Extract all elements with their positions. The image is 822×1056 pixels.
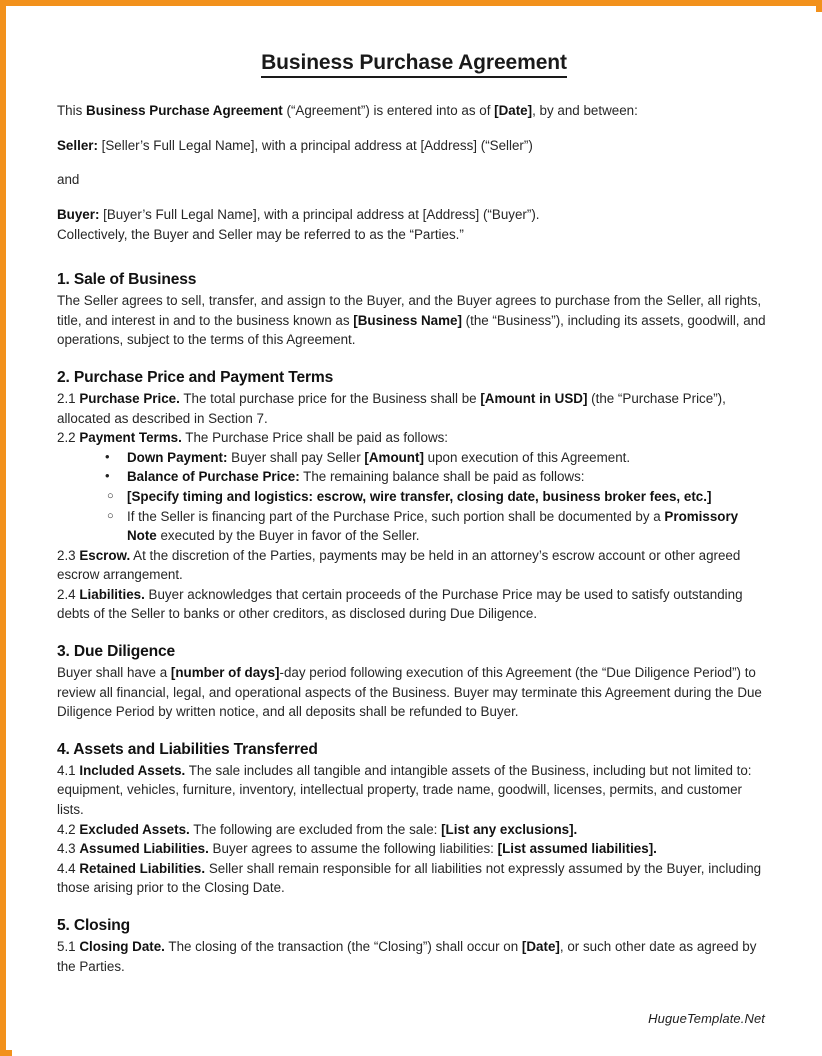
clause-2-1-title: Purchase Price.: [79, 390, 180, 406]
preamble-agreement-name: Business Purchase Agreement: [86, 103, 283, 119]
list-item: [105, 507, 771, 546]
clause-2-4-title: Liabilities.: [79, 586, 145, 602]
clause-4-3-number: 4.3: [57, 841, 80, 857]
clause-5-1-text2: , or such other date as agreed by the Parties.: [57, 939, 757, 974]
clause-2-2-number: 2.2: [57, 430, 80, 446]
section-1-heading: 1. Sale of Business: [57, 271, 197, 289]
clause-5-1-title: Closing Date.: [79, 939, 165, 954]
clause-2-2: [57, 428, 771, 448]
document-sheet: [12, 12, 822, 1056]
clause-4-2-title: Excluded Assets.: [79, 821, 190, 837]
clause-4-1-title: Included Assets.: [79, 762, 186, 778]
preamble-suffix: , by and between:: [532, 103, 638, 119]
seller-label: Seller:: [57, 137, 98, 153]
list-assumed-liabilities-placeholder: [List assumed liabilities].: [497, 841, 657, 857]
clause-4-4-number: 4.4: [57, 860, 80, 876]
section-2: [57, 368, 771, 624]
section-3-heading: 3. Due Diligence: [57, 643, 176, 661]
list-exclusions-placeholder: [List any exclusions].: [441, 821, 578, 837]
down-payment-label: Down Payment:: [127, 449, 228, 465]
seller-financing-text2: executed by the Buyer in favor of the Seller.: [156, 528, 420, 544]
clause-2-1-text2: (the “Purchase Price”), allocated as described in Section 7.: [57, 390, 726, 426]
clause-2-3-text: At the discretion of the Parties, payments may be held in an attorney’s escrow account or other agreed escrow arrangement.: [57, 547, 741, 583]
section-1-body-part1: The Seller agrees to sell, transfer, and assign to the Buyer, and the Buyer agrees to purchase from the Seller, all rights, title, and interest in and to the business known as: [57, 293, 762, 328]
clause-4-3: [57, 839, 771, 859]
section-1-body-part2: (the “Business”), including its assets, goodwill, and operations, subject to the terms of this Agreement.: [57, 312, 766, 348]
page-title: [57, 50, 771, 75]
section-4: [57, 740, 771, 898]
section-1-body: [57, 291, 771, 350]
clause-5-1: [57, 937, 771, 976]
and-conjunction: and: [57, 172, 80, 188]
clause-2-1: [57, 389, 771, 428]
buyer-text: [Buyer’s Full Legal Name], with a principal address at [Address] (“Buyer”).: [99, 206, 540, 222]
clause-5-1-number: 5.1: [57, 939, 80, 954]
buyer-paragraph: [57, 205, 771, 244]
clause-2-3: [57, 546, 771, 585]
clause-2-3-number: 2.3: [57, 547, 80, 563]
clause-2-4-number: 2.4: [57, 586, 80, 602]
section-3-body: [57, 663, 771, 722]
clause-4-4: [57, 859, 771, 898]
clause-2-1-number: 2.1: [57, 390, 80, 406]
circle-bullet-icon: ○: [107, 509, 114, 522]
section-3: [57, 642, 771, 722]
clause-4-1-number: 4.1: [57, 762, 80, 778]
list-item: [105, 448, 771, 468]
section-3-body-part1: Buyer shall have a: [57, 665, 171, 681]
section-3-body-part2: -day period following execution of this Agreement (the “Due Diligence Period”) to review all financial, legal, and operational aspects of the Business. Buyer may terminate this Agreement during the Due Diligence Period by written notice, and all deposits shall be refunded to Buyer.: [57, 665, 762, 720]
clause-4-3-text1: Buyer agrees to assume the following liabilities:: [208, 841, 498, 857]
promissory-note-label: Promissory Note: [127, 508, 739, 544]
clause-2-2-title: Payment Terms.: [79, 430, 182, 446]
section-4-heading: 4. Assets and Liabilities Transferred: [57, 740, 318, 758]
preamble-mid: (“Agreement”) is entered into as of: [282, 103, 495, 119]
disc-bullet-icon: •: [105, 448, 110, 464]
clause-4-1: [57, 761, 771, 820]
number-of-days-placeholder: [number of days]: [170, 665, 280, 681]
seller-text: [Seller’s Full Legal Name], with a principal address at [Address] (“Seller”): [97, 137, 533, 153]
disc-bullet-icon: •: [105, 468, 110, 484]
list-item: [105, 487, 771, 507]
balance-sub-bullet-list: [57, 487, 771, 546]
footer-watermark: HugueTemplate.Net: [648, 1011, 765, 1026]
closing-date-placeholder: [Date]: [521, 939, 560, 954]
clause-4-2: [57, 820, 771, 840]
clause-4-4-text: Seller shall remain responsible for all liabilities not expressly assumed by the Buyer, including those arising prior to the Closing Date.: [57, 860, 762, 896]
preamble-date-placeholder: [Date]: [494, 103, 533, 119]
clause-5-1-text1: The closing of the transaction (the “Closing”) shall occur on: [164, 939, 522, 954]
clause-2-2-text: The Purchase Price shall be paid as follows:: [181, 430, 449, 446]
buyer-label: Buyer:: [57, 206, 100, 222]
clause-2-4-text: Buyer acknowledges that certain proceeds of the Purchase Price may be used to satisfy outstanding debts of the Seller to banks or other creditors, as disclosed during Due Diligence.: [57, 586, 743, 622]
clause-4-2-number: 4.2: [57, 821, 80, 837]
balance-label: Balance of Purchase Price:: [127, 469, 300, 485]
section-5-heading: 5. Closing: [57, 917, 131, 934]
down-payment-text1: Buyer shall pay Seller: [227, 449, 365, 465]
circle-bullet-icon: ○: [107, 489, 114, 502]
balance-text: The remaining balance shall be paid as follows:: [299, 469, 585, 485]
page-title-text: Business Purchase Agreement: [261, 51, 567, 78]
clause-2-4: [57, 585, 771, 624]
list-item: [105, 467, 771, 487]
collectively-text: Collectively, the Buyer and Seller may be referred to as the “Parties.”: [57, 226, 464, 242]
section-5: [57, 916, 771, 976]
section-1: [57, 270, 771, 350]
seller-paragraph: [57, 136, 771, 156]
down-payment-amount-placeholder: [Amount]: [364, 449, 424, 465]
clause-2-1-text1: The total purchase price for the Business shall be: [179, 390, 481, 406]
clause-4-3-title: Assumed Liabilities.: [79, 841, 209, 857]
payment-terms-bullet-list: [57, 448, 771, 487]
clause-4-2-text1: The following are excluded from the sale:: [189, 821, 442, 837]
business-name-placeholder: [Business Name]: [353, 312, 462, 328]
clause-4-4-title: Retained Liabilities.: [79, 860, 206, 876]
amount-usd-placeholder: [Amount in USD]: [480, 390, 588, 406]
down-payment-text2: upon execution of this Agreement.: [423, 449, 631, 465]
seller-financing-text1: If the Seller is financing part of the Purchase Price, such portion shall be documented by a: [127, 508, 665, 524]
preamble-prefix: This: [57, 103, 87, 119]
clause-4-1-text: The sale includes all tangible and intangible assets of the Business, including but not limited to: equipment, vehicles, furniture, inventory, intellectual property, trade name, goodwill, licenses, permits, and customer lists.: [57, 762, 752, 818]
clause-2-3-title: Escrow.: [79, 547, 131, 563]
specify-timing-placeholder: [Specify timing and logistics: escrow, wire transfer, closing date, business broker fees, etc.]: [127, 488, 712, 504]
preamble-paragraph: [57, 101, 771, 121]
section-2-heading: 2. Purchase Price and Payment Terms: [57, 368, 334, 386]
